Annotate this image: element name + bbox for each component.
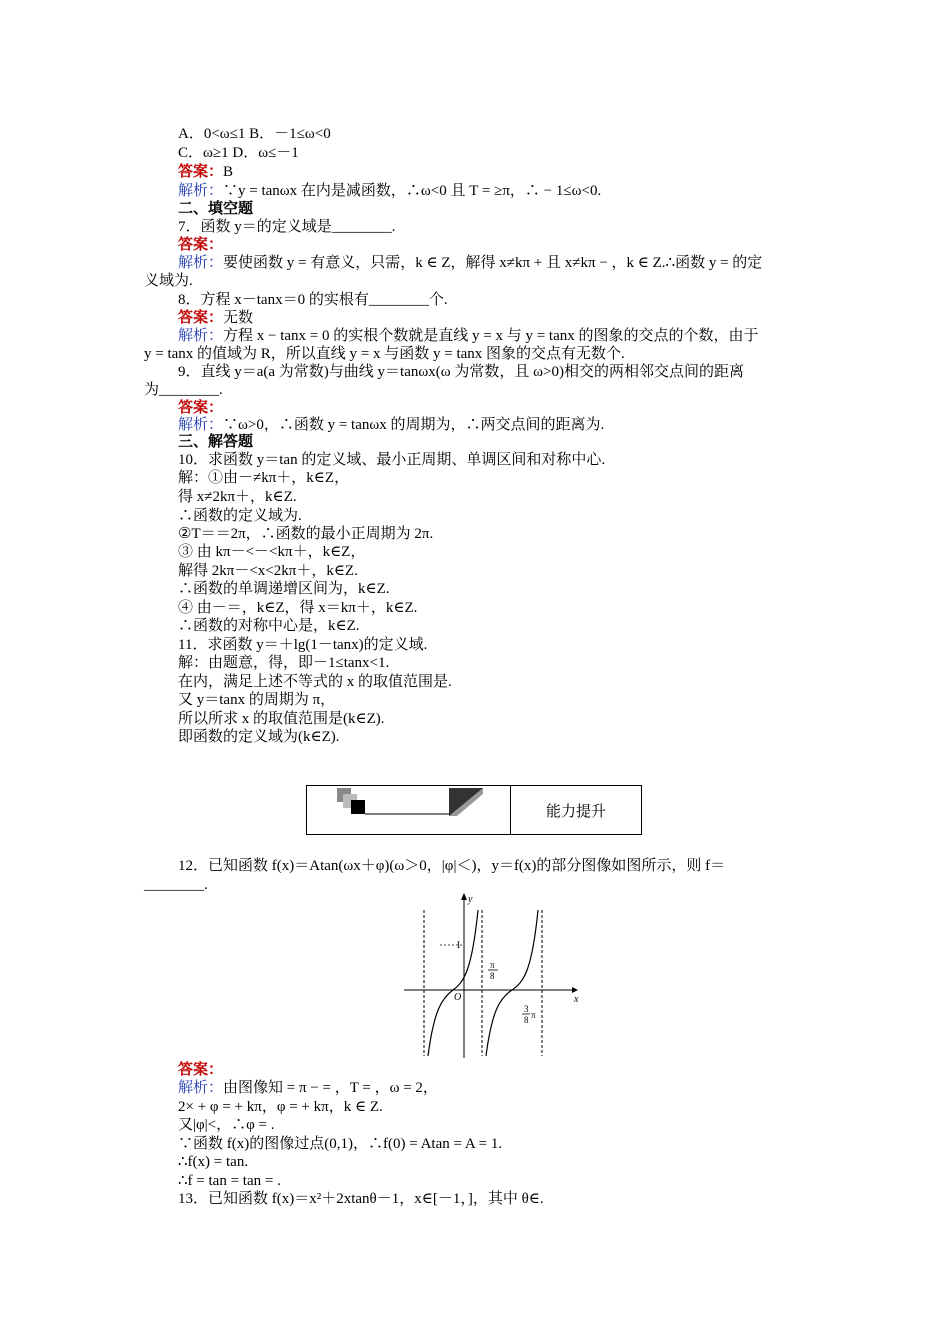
explain-12	[178, 1079, 438, 1097]
three-eighths-pi: π	[531, 1010, 536, 1020]
answer-label: 答案：	[178, 1062, 224, 1078]
question-10: 10．求函数 y＝tan 的定义域、最小正周期、单调区间和对称中心.	[178, 452, 606, 468]
x-axis-arrow-icon	[572, 987, 578, 993]
solution-10-line: ∴函数的单调递增区间为，k∈Z.	[178, 581, 390, 597]
y-axis-label: y	[468, 894, 473, 905]
explain-8	[178, 327, 759, 345]
solution-10-line: ④ 由－＝，k∈Z，得 x＝kπ＋，k∈Z.	[178, 600, 418, 616]
answer-9	[178, 399, 223, 417]
solution-10-line: 得 x≠2kπ＋，k∈Z.	[178, 489, 297, 505]
explain-6	[178, 182, 601, 200]
solution-11-line: 在内，满足上述不等式的 x 的取值范围是.	[178, 674, 452, 690]
question-9-cont: 为________.	[144, 382, 223, 398]
three-eighths-denominator: 8	[524, 1015, 529, 1025]
banner-decoration-icon	[307, 786, 510, 834]
solution-11-line: 所以所求 x 的取值范围是(k∈Z).	[178, 711, 385, 727]
question-11: 11．求函数 y＝＋lg(1－tanx)的定义域.	[178, 637, 428, 653]
answer-value: B	[223, 164, 234, 180]
explain-label: 解析：	[178, 183, 224, 199]
tan-branch	[428, 910, 478, 1056]
explain-text: 方程 x − tanx = 0 的实根个数就是直线 y = x 与 y = tanx 的图象的交点的个数，由于	[223, 328, 759, 344]
y-axis-arrow-icon	[461, 893, 467, 900]
question-12-cont: ________.	[144, 877, 208, 893]
answer-12	[178, 1061, 223, 1079]
explain-9	[178, 416, 604, 434]
explain-label: 解析：	[178, 1080, 224, 1096]
question-8: 8．方程 x－tanx＝0 的实根有________个.	[178, 292, 448, 308]
section-answer-questions: 三、解答题	[178, 434, 254, 450]
origin-label: O	[454, 992, 462, 1003]
solution-10-line: ③ 由 kπ－<－<kπ＋，k∈Z，	[178, 544, 366, 560]
ability-banner	[306, 785, 642, 835]
explain-text: ∵ω>0，∴函数 y = tanωx 的周期为，∴两交点间的距离为.	[223, 417, 605, 433]
question-9: 9．直线 y＝a(a 为常数)与曲线 y＝tanωx(ω 为常数，且 ω>0)相交的两相邻交点间的距离	[178, 364, 744, 380]
tan-graph	[400, 890, 580, 1060]
explain-7-cont: 义域为.	[144, 273, 193, 289]
answer-label: 答案：	[178, 164, 224, 180]
y-tick-label: 1	[456, 940, 461, 951]
answer-6	[178, 163, 233, 181]
tan-branch	[486, 910, 538, 1056]
answer-8	[178, 309, 253, 327]
solution-11-line: 即函数的定义域为(k∈Z).	[178, 729, 340, 745]
answer-label: 答案：	[178, 310, 224, 326]
question-12: 12．已知函数 f(x)＝Atan(ωx＋φ)(ω＞0，|φ|＜)，y＝f(x)的部分图像如图所示，则 f＝	[178, 858, 726, 874]
explain-12-line: ∴f(x) = tan.	[178, 1154, 249, 1170]
question-13: 13．已知函数 f(x)＝x²＋2xtanθ－1，x∈[－1，]，其中 θ∈.	[178, 1191, 544, 1207]
answer-label: 答案：	[178, 237, 224, 253]
answer-value: 无数	[223, 310, 254, 326]
section-fill-blank: 二、填空题	[178, 201, 254, 217]
solution-10-line: ∴函数的定义域为.	[178, 508, 302, 524]
solution-11-line: 解：由题意，得，即－1≤tanx<1.	[178, 655, 390, 671]
pi-eighth-denominator: 8	[490, 971, 495, 981]
explain-text: ∵y = tanωx 在内是减函数，∴ω<0 且 T = ≥π，∴ − 1≤ω<0.	[223, 183, 602, 199]
x-axis-label: x	[574, 994, 579, 1005]
explain-text: 要使函数 y = 有意义，只需，k ∈ Z，解得 x≠kπ + 且 x≠kπ − ，k ∈ Z.∴函数 y = 的定	[223, 255, 763, 271]
explain-7	[178, 254, 762, 272]
option-line-ab: A．0<ω≤1 B．－1≤ω<0	[178, 126, 331, 142]
solution-10-line: 解得 2kπ－<x<2kπ＋，k∈Z.	[178, 563, 358, 579]
explain-12-line: 又|φ|<，∴φ = .	[178, 1117, 275, 1133]
three-eighths-numerator: 3	[524, 1004, 529, 1014]
answer-label: 答案：	[178, 400, 224, 416]
explain-12-line: ∴f = tan = tan = .	[178, 1173, 281, 1189]
solution-11-line: 又 y＝tanx 的周期为 π，	[178, 692, 336, 708]
solution-10-line: ∴函数的对称中心是，k∈Z.	[178, 618, 360, 634]
pi-eighth-numerator: π	[490, 960, 495, 970]
solution-10-line: ②T＝＝2π，∴函数的最小正周期为 2π.	[178, 526, 434, 542]
banner-title: 能力提升	[545, 801, 606, 820]
explain-12-line: 2× + φ = + kπ，φ = + kπ，k ∈ Z.	[178, 1099, 383, 1115]
explain-label: 解析：	[178, 417, 224, 433]
question-7: 7．函数 y＝的定义域是________.	[178, 219, 396, 235]
solution-10-line: 解：①由－≠kπ＋，k∈Z，	[178, 470, 350, 486]
explain-text: 由图像知 = π − = ，T = ，ω = 2，	[223, 1080, 438, 1096]
explain-label: 解析：	[178, 255, 224, 271]
answer-7	[178, 236, 223, 254]
explain-label: 解析：	[178, 328, 224, 344]
explain-8-cont: y = tanx 的值域为 R，所以直线 y = x 与函数 y = tanx 图象的交点有无数个.	[144, 346, 625, 362]
explain-12-line: ∵函数 f(x)的图像过点(0,1)，∴f(0) = Atan = A = 1.	[178, 1136, 503, 1152]
option-line-cd: C．ω≥1 D．ω≤－1	[178, 145, 299, 161]
